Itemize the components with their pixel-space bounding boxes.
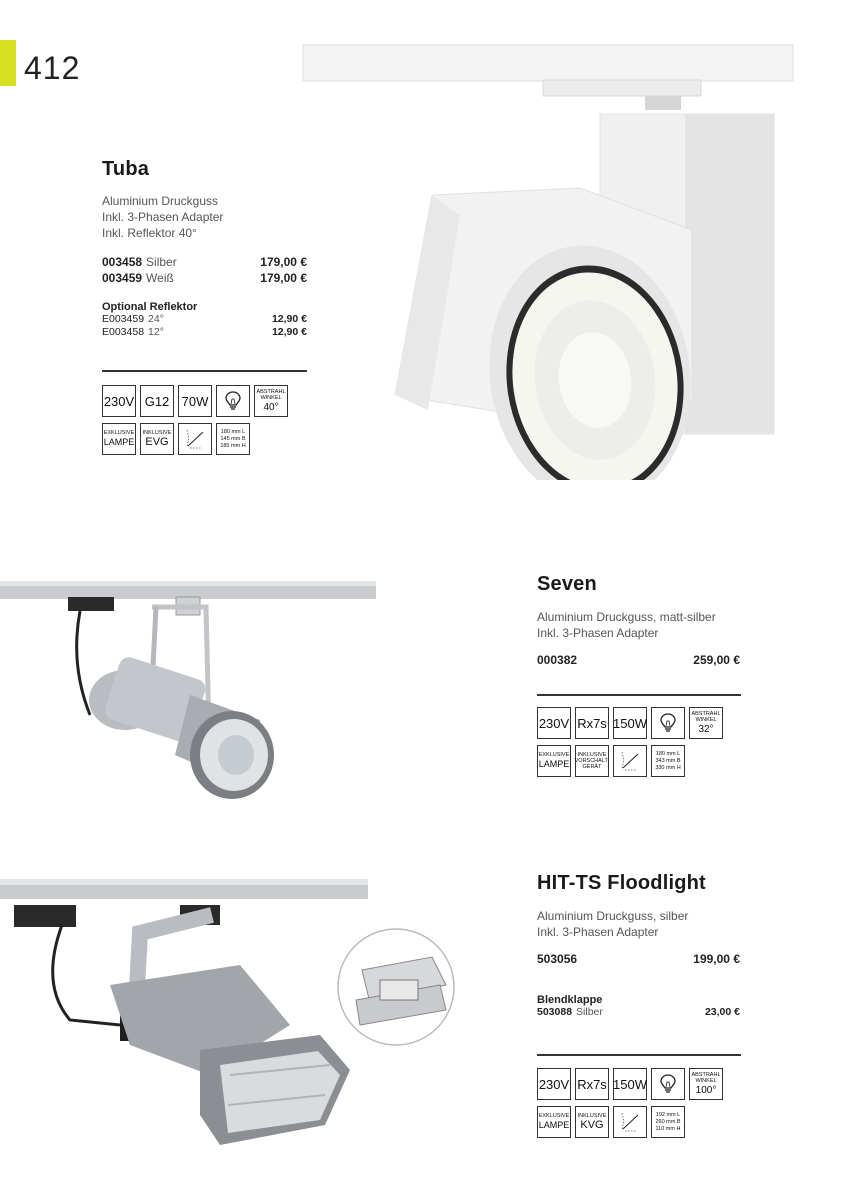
socket-badge: G12	[140, 385, 174, 417]
spec-icons-row-2	[102, 423, 250, 455]
divider	[537, 1054, 741, 1056]
wattage-badge: 150W	[613, 707, 647, 739]
beam-angle-badge: ABSTRAHL WINKEL 32°	[689, 707, 723, 739]
lamp-excluded-badge: EXKLUSIVE LAMPE	[537, 745, 571, 777]
product-description: Aluminium Druckguss, matt-silber Inkl. 3-Phasen Adapter	[537, 610, 716, 640]
lamp-excluded-badge: EXKLUSIVE LAMPE	[102, 423, 136, 455]
ballast-badge: INKLUSIVE EVG	[140, 423, 174, 455]
beam-angle-badge: ABSTRAHL WINKEL 100°	[689, 1068, 723, 1100]
option-list	[537, 1006, 740, 1019]
price-row: 000382 259,00 €	[537, 653, 740, 667]
option-title: Optional Reflektor	[102, 301, 198, 313]
ballast-badge: INKLUSIVE KVG	[575, 1106, 609, 1138]
dimension-drawing-icon	[613, 745, 647, 777]
dimensions-badge: 180 mm L 343 mm B 330 mm H	[651, 745, 685, 777]
page-tab-marker	[0, 40, 16, 86]
spec-icons-row-1	[537, 707, 723, 739]
price-list	[102, 255, 307, 287]
product-hit-ts	[537, 872, 740, 1019]
product-description: Aluminium Druckguss Inkl. 3-Phasen Adapter Inkl. Reflektor 40°	[102, 194, 224, 240]
tuba-product-photo	[300, 40, 800, 480]
option-row: 503088 Silber 23,00 €	[537, 1006, 740, 1018]
beam-angle-badge: ABSTRAHL WINKEL 40°	[254, 385, 288, 417]
socket-badge: Rx7s	[575, 1068, 609, 1100]
option-row: E003458 12° 12,90 €	[102, 326, 307, 338]
voltage-badge: 230V	[537, 707, 571, 739]
page-number: 412	[24, 50, 81, 86]
divider	[537, 694, 741, 696]
option-row: E003459 24° 12,90 €	[102, 313, 307, 325]
product-tuba	[102, 158, 307, 339]
spec-icons-row-1	[537, 1068, 723, 1100]
price-list	[537, 952, 740, 968]
product-title: Seven	[537, 573, 597, 595]
socket-badge: Rx7s	[575, 707, 609, 739]
voltage-badge: 230V	[102, 385, 136, 417]
price-row: 003459 Weiß 179,00 €	[102, 271, 307, 285]
price-row: 003458 Silber 179,00 €	[102, 255, 307, 269]
product-seven	[537, 573, 740, 669]
spec-icons-row-1	[102, 385, 288, 417]
bulb-icon	[651, 1068, 685, 1100]
dimension-drawing-icon	[178, 423, 212, 455]
wattage-badge: 70W	[178, 385, 212, 417]
dimensions-badge: 180 mm L 145 mm B 185 mm H	[216, 423, 250, 455]
voltage-badge: 230V	[537, 1068, 571, 1100]
bulb-icon	[216, 385, 250, 417]
dimensions-badge: 192 mm L 260 mm B 110 mm H	[651, 1106, 685, 1138]
product-title: Tuba	[102, 158, 150, 180]
hit-ts-product-photo	[0, 875, 470, 1150]
dimension-drawing-icon	[613, 1106, 647, 1138]
divider	[102, 370, 307, 372]
seven-product-photo	[0, 575, 380, 825]
option-list	[102, 313, 307, 339]
option-title: Blendklappe	[537, 994, 603, 1006]
bulb-icon	[651, 707, 685, 739]
ballast-badge: INKLUSIVE VORSCHALT- GERÄT	[575, 745, 609, 777]
spec-icons-row-2	[537, 1106, 685, 1138]
product-description: Aluminium Druckguss, silber Inkl. 3-Phasen Adapter	[537, 909, 689, 939]
lamp-excluded-badge: EXKLUSIVE LAMPE	[537, 1106, 571, 1138]
wattage-badge: 150W	[613, 1068, 647, 1100]
price-row: 503056 199,00 €	[537, 952, 740, 966]
price-list	[537, 653, 740, 669]
spec-icons-row-2	[537, 745, 685, 777]
product-title: HIT-TS Floodlight	[537, 872, 706, 894]
